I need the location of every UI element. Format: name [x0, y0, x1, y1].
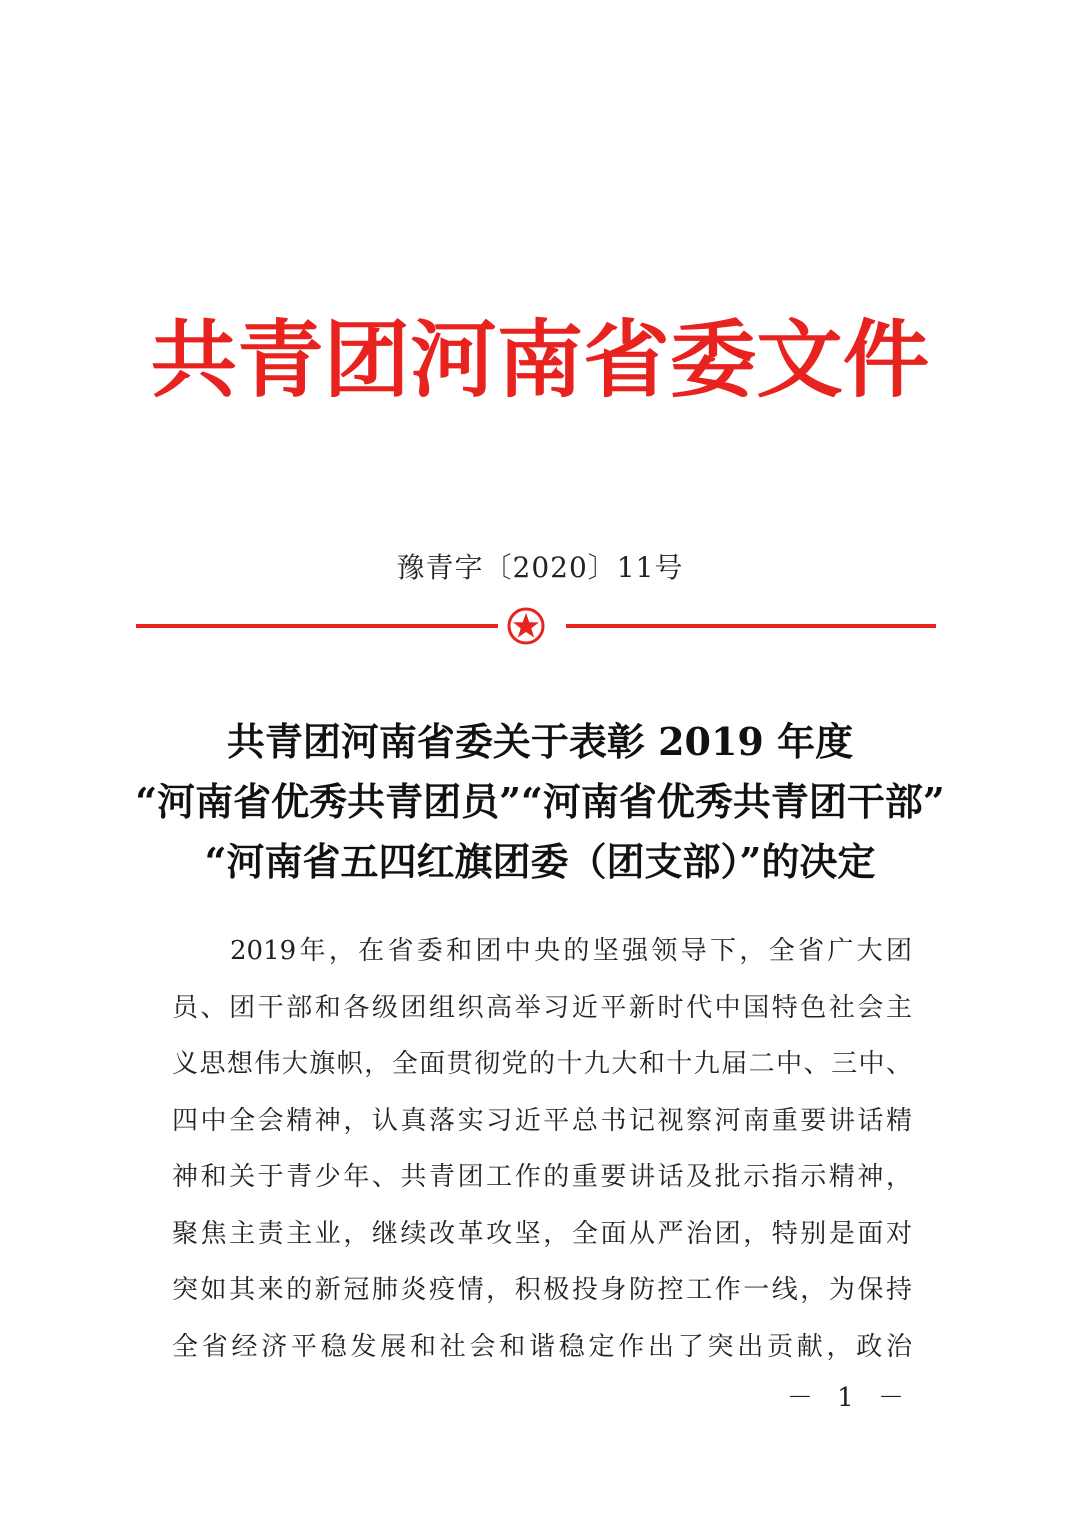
title-line: “河南省五四红旗团委（团支部）”的决定 [204, 839, 876, 884]
page-number: － 1 － [786, 1383, 912, 1413]
document-number: 豫青字〔2020〕11号 [396, 551, 684, 584]
body-line: 全省经济平稳发展和社会和谐稳定作出了突出贡献，政治 [172, 1331, 912, 1362]
body-line: 员、团干部和各级团组织高举习近平新时代中国特色社会主 [172, 992, 912, 1023]
body-line: 神和关于青少年、共青团工作的重要讲话及批示指示精神， [172, 1162, 912, 1192]
document-title [0, 712, 1080, 892]
masthead-title: 共青团河南省委文件 [150, 311, 930, 409]
body-line: 突如其来的新冠肺炎疫情，积极投身防控工作一线，为保持 [172, 1275, 912, 1305]
document-body [172, 923, 912, 1375]
title-line: “河南省优秀共青团员”“河南省优秀共青团干部” [135, 779, 945, 824]
red-star-icon [507, 607, 545, 645]
body-line: 聚焦主责主业，继续改革攻坚，全面从严治团，特别是面对 [172, 1218, 912, 1249]
body-line: 义思想伟大旗帜，全面贯彻党的十九大和十九届二中、三中、 [172, 1049, 912, 1079]
title-line: 共青团河南省委关于表彰 2019 年度 [226, 719, 854, 764]
divider-line-left [136, 624, 498, 628]
red-divider [0, 605, 1080, 645]
body-line: 2019年，在省委和团中央的坚强领导下，全省广大团 [230, 936, 912, 966]
body-line: 四中全会精神，认真落实习近平总书记视察河南重要讲话精 [172, 1105, 912, 1136]
divider-line-right [566, 624, 936, 628]
